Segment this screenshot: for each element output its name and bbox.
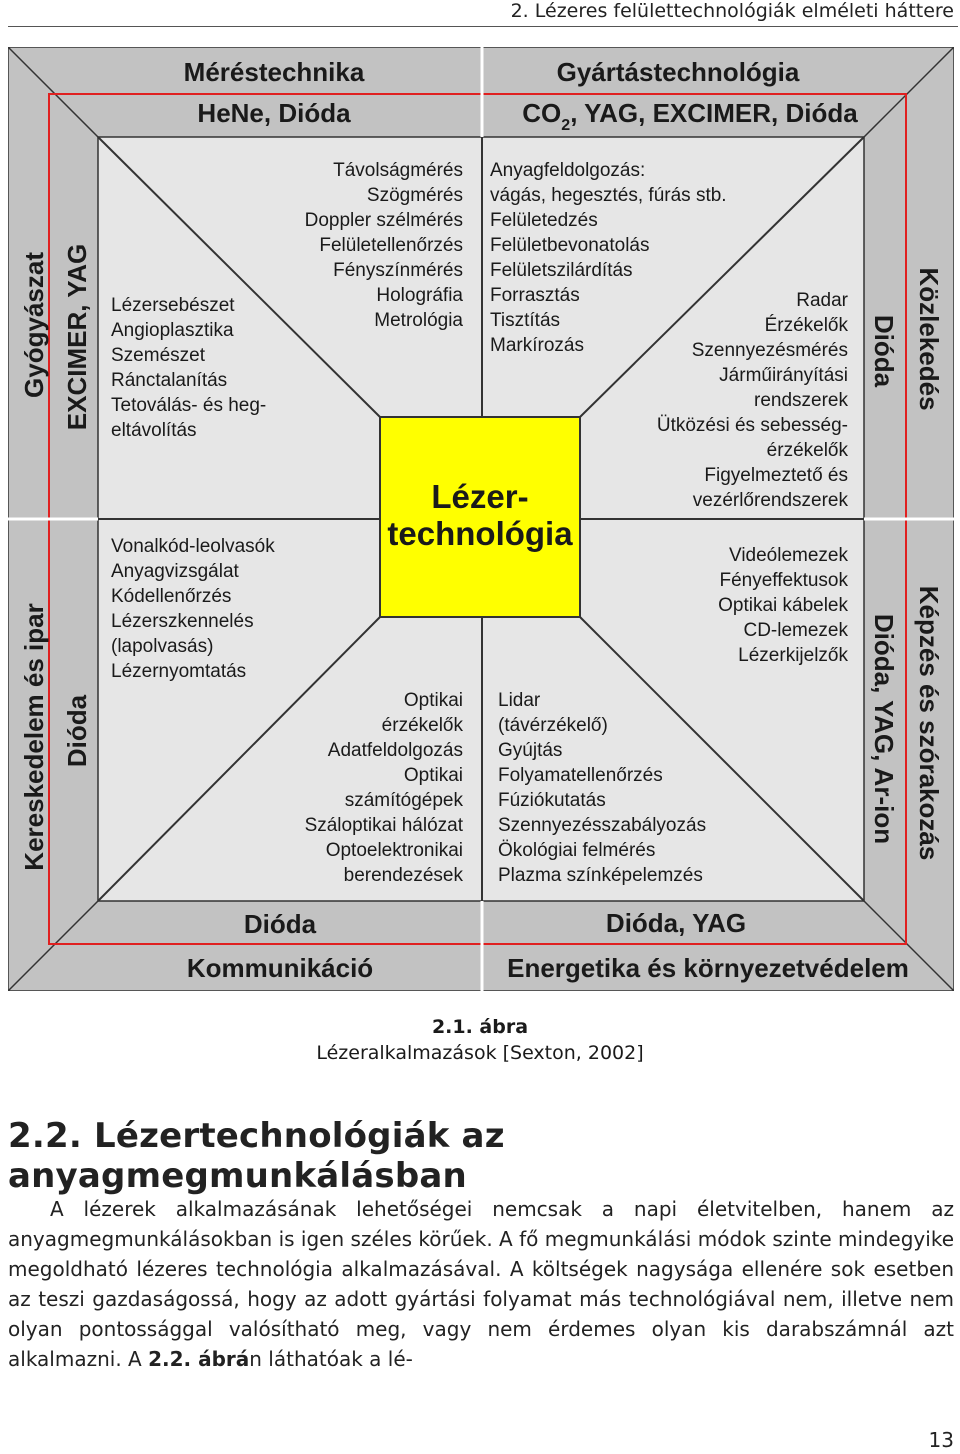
bottom-left-item: Száloptikai hálózat <box>304 815 463 836</box>
bottom-right-item: Gyújtás <box>498 740 563 761</box>
right-lower-lasers: Dióda, YAG, Ar-ion <box>869 613 899 845</box>
bottom-right-item: (távérzékelő) <box>498 715 608 736</box>
figure-number: 2.1. ábra <box>431 1016 529 1038</box>
left-lower-item: Anyagvizsgálat <box>111 561 239 582</box>
bottom-right-item: Szennyezésszabályozás <box>498 815 707 836</box>
page-number: 13 <box>928 1428 954 1452</box>
right-upper-item: Érzékelők <box>764 315 848 336</box>
right-upper-item: Szennyezésmérés <box>691 340 848 361</box>
bottom-left-item: berendezések <box>343 865 463 886</box>
bottom-left-item: Optikai <box>403 765 463 786</box>
top-item: Holográfia <box>376 285 463 306</box>
right-lower-item: CD-lemezek <box>743 620 848 641</box>
left-lower-lasers: Dióda <box>62 694 92 768</box>
right-lower-item: Optikai kábelek <box>718 595 848 616</box>
top-item: Doppler szélmérés <box>304 210 463 231</box>
top-right-item: Forrasztás <box>490 285 580 306</box>
bottom-left-title: Kommunikáció <box>186 953 374 983</box>
top-right-lasers: $CO_2$, YAG, EXCIMER, Dióda <box>522 98 858 134</box>
bottom-left-item: számítógépek <box>344 790 463 811</box>
top-right-item: vágás, hegesztés, fúrás stb. <box>490 185 727 206</box>
top-item: Távolságmérés <box>333 160 463 181</box>
left-upper-lasers: EXCIMER, YAG <box>62 243 92 431</box>
bottom-right-item: Fúziókutatás <box>498 790 606 811</box>
top-right-title: Gyártástechnológia <box>556 57 800 87</box>
bottom-right-lasers: Dióda, YAG <box>605 908 747 938</box>
top-item: Felületellenőrzés <box>319 235 463 256</box>
right-upper-item: érzékelők <box>766 440 848 461</box>
right-upper-item: Járműirányítási <box>719 365 848 386</box>
left-lower-item: Lézernyomtatás <box>111 661 247 682</box>
right-lower-item: Lézerkijelzők <box>738 645 848 666</box>
right-upper-item: Ütközési és sebesség- <box>656 415 848 436</box>
bottom-right-item: Lidar <box>498 690 541 711</box>
bottom-right-title: Energetika és környezetvédelem <box>507 953 909 983</box>
top-item: Fényszínmérés <box>333 260 463 281</box>
body-paragraph <box>8 1194 954 1374</box>
center-line1: Lézer- <box>431 478 529 515</box>
top-right-item: Felületedzés <box>490 210 598 231</box>
left-upper-item: eltávolítás <box>111 420 197 441</box>
left-lower-title: Kereskedelem és ipar <box>19 603 49 871</box>
right-lower-item: Fényeffektusok <box>719 570 848 591</box>
right-lower-item: Videólemezek <box>728 545 848 566</box>
left-upper-item: Angioplasztika <box>111 320 234 341</box>
top-right-item: Tisztítás <box>490 310 561 331</box>
right-upper-lasers: Dióda <box>869 314 899 388</box>
top-right-item: Felületbevonatolás <box>490 235 650 256</box>
section-title: 2.2. Lézertechnológiák az anyagmegmunkálásban <box>8 1116 505 1196</box>
bottom-left-item: érzékelők <box>381 715 463 736</box>
top-right-item: Anyagfeldolgozás: <box>490 160 646 181</box>
paragraph-text-1: A lézerek alkalmazásának lehetőségei nemcsak a napi életvitelben, hanem az anyagmegmunkálásokban is igen széles körűek. A fő megmunkálási módok szinte mindegyike megoldható lézeres technológia alkalmazásával. A költségek nagysága ellenére sok esetben az teszi gazdaságossá, hogy az adott gyártási folyamat más technológiával nem, illetve nem olyan pontossággal valósítható meg, vagy nem érdemes olyan kis darabszámnál azt alkalmazni. A <box>8 1197 954 1371</box>
figure-reference: 2.2. ábrá <box>148 1347 250 1371</box>
right-upper-item: rendszerek <box>754 390 848 411</box>
right-upper-item: Figyelmeztető és <box>704 465 848 486</box>
left-upper-item: Ránctalanítás <box>111 370 228 391</box>
left-lower-item: Kódellenőrzés <box>111 586 232 607</box>
left-upper-item: Szemészet <box>111 345 205 366</box>
bottom-right-item: Folyamatellenőrzés <box>498 765 663 786</box>
bottom-right-item: Plazma színképelemzés <box>498 865 703 886</box>
right-lower-title: Képzés és szórakozás <box>914 585 944 861</box>
left-lower-item: (lapolvasás) <box>111 636 214 657</box>
top-left-title: Méréstechnika <box>183 57 365 87</box>
left-upper-item: Lézersebészet <box>111 295 235 316</box>
right-upper-item: vezérlőrendszerek <box>692 490 848 511</box>
top-right-item: Felületszilárdítás <box>490 260 633 281</box>
right-upper-item: Radar <box>796 290 848 311</box>
header-rule <box>8 26 958 27</box>
left-upper-item: Tetoválás- és heg- <box>111 395 267 416</box>
top-right-item: Markírozás <box>490 335 584 356</box>
bottom-right-item: Ökológiai felmérés <box>498 840 656 861</box>
top-left-lasers: HeNe, Dióda <box>197 98 351 128</box>
top-item: Metrológia <box>374 310 463 331</box>
bottom-left-item: Optoelektronikai <box>325 840 463 861</box>
left-lower-item: Vonalkód-leolvasók <box>111 536 275 557</box>
center-line2: technológia <box>387 515 573 552</box>
right-upper-title: Közlekedés <box>914 267 944 411</box>
bottom-left-item: Adatfeldolgozás <box>327 740 463 761</box>
paragraph-text-2: n láthatóak a lé- <box>249 1347 413 1371</box>
bottom-left-lasers: Dióda <box>243 909 317 939</box>
left-upper-title: Gyógyászat <box>19 252 49 398</box>
top-item: Szögmérés <box>366 185 463 206</box>
figure-caption: Lézeralkalmazások [Sexton, 2002] <box>316 1042 644 1064</box>
laser-applications-diagram <box>8 47 954 991</box>
right-lower-items <box>718 545 848 666</box>
running-header: 2. Lézeres felülettechnológiák elméleti háttere <box>510 0 954 22</box>
bottom-left-item: Optikai <box>403 690 463 711</box>
left-lower-item: Lézerszkennelés <box>111 611 254 632</box>
